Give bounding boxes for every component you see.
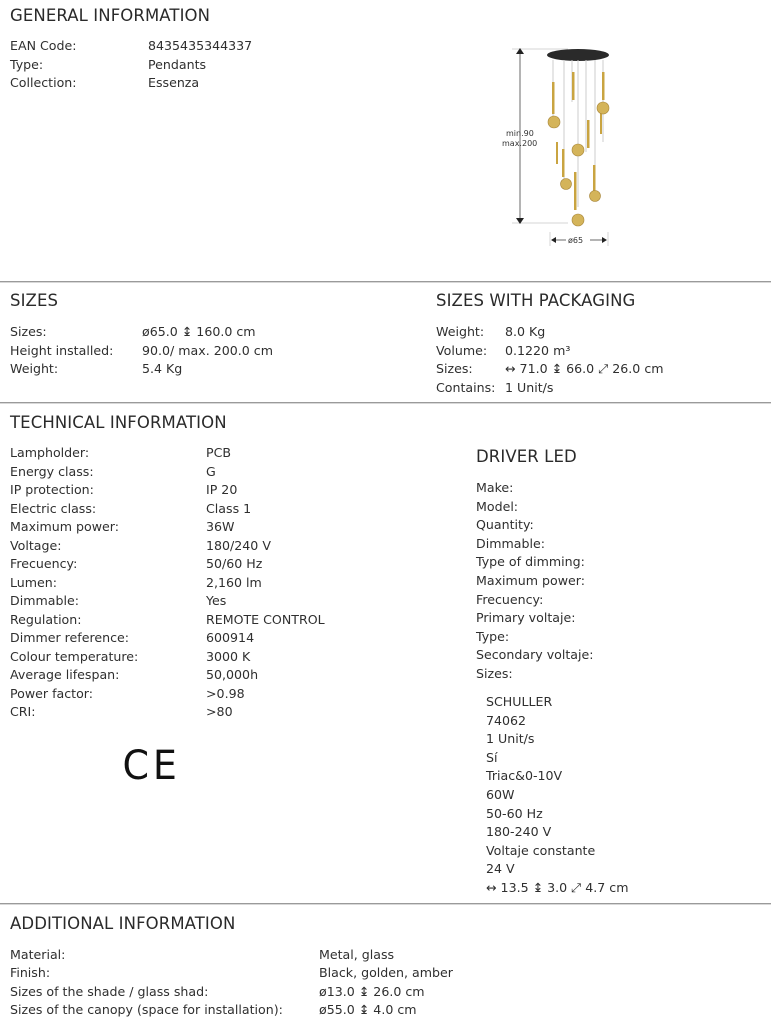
section-title-driver: DRIVER LED <box>476 447 577 466</box>
label: CRI: <box>10 704 36 719</box>
value: Pendants <box>148 57 207 72</box>
driver-value-type-of-dimming: Triac&0-10V <box>486 768 563 784</box>
label: EAN Code: <box>10 38 77 53</box>
label: Sizes of the canopy (space for installation): <box>10 1002 283 1017</box>
driver-value-secondary-voltage: 24 V <box>486 861 515 877</box>
value: ↔ 71.0 ↨ 66.0 ⤢ 26.0 cm <box>505 361 664 376</box>
label: Dimmer reference: <box>10 630 130 645</box>
driver-value-maximum-power: 60W <box>486 786 515 802</box>
section-title-technical: TECHNICAL INFORMATION <box>10 413 227 432</box>
section-title-packaging: SIZES WITH PACKAGING <box>436 291 636 310</box>
driver-label-type-of-dimming: Type of dimming: <box>476 554 585 570</box>
section-title-general: GENERAL INFORMATION <box>10 6 211 25</box>
value: 50,000h <box>206 667 259 682</box>
driver-label-quantity: Quantity: <box>476 517 534 533</box>
section-title-sizes: SIZES <box>10 291 59 310</box>
label: Regulation: <box>10 611 82 627</box>
driver-value-model: 74062 <box>486 712 527 728</box>
driver-value-primary-voltage: 180-240 V <box>486 824 552 840</box>
driver-label-primary-voltage: Primary voltaje: <box>476 610 576 626</box>
driver-value-sizes: ↔ 13.5 ↨ 3.0 ⤢ 4.7 cm <box>486 879 629 895</box>
label: Lampholder: <box>10 445 90 460</box>
driver-value-dimmable: Sí <box>486 749 498 765</box>
label: Power factor: <box>10 685 93 701</box>
label: Sizes: <box>436 361 473 376</box>
value: ø55.0 ↨ 4.0 cm <box>319 1002 417 1017</box>
height-max-label: max.200 <box>502 139 538 148</box>
driver-label-secondary-voltage: Secondary voltaje: <box>476 647 594 663</box>
label: Energy class: <box>10 463 94 479</box>
driver-label-model: Model: <box>476 498 519 514</box>
label: Sizes: <box>10 324 47 339</box>
label: Volume: <box>436 343 488 358</box>
height-min-label: min.90 <box>506 129 534 138</box>
driver-label-maximum-power: Maximum power: <box>476 572 586 588</box>
label: Average lifespan: <box>10 667 120 682</box>
value: Yes <box>206 593 227 608</box>
driver-value-type: Voltaje constante <box>486 842 596 858</box>
value: 0.1220 m³ <box>505 343 571 358</box>
label: Voltage: <box>10 537 62 553</box>
value: 8435435344337 <box>148 38 253 53</box>
section-title-additional: ADDITIONAL INFORMATION <box>10 914 236 933</box>
driver-value-make: SCHULLER <box>486 694 553 709</box>
value: Black, golden, amber <box>319 965 453 980</box>
value: ø13.0 ↨ 26.0 cm <box>319 984 425 999</box>
label: IP protection: <box>10 482 94 497</box>
driver-value-frequency: 50-60 Hz <box>486 805 543 821</box>
section-divider <box>0 402 771 404</box>
value: 50/60 Hz <box>206 556 263 571</box>
value: IP 20 <box>206 482 238 497</box>
driver-label-sizes: Sizes: <box>476 665 513 681</box>
pendant-lamp-illustration <box>498 42 628 254</box>
value: 5.4 Kg <box>142 361 183 376</box>
label: Type: <box>10 57 44 72</box>
value: 36W <box>206 519 235 534</box>
label: Weight: <box>10 361 59 376</box>
value: 180/240 V <box>206 537 271 553</box>
section-divider <box>0 903 771 905</box>
value: 3000 K <box>206 648 251 664</box>
driver-label-frequency: Frecuency: <box>476 591 544 607</box>
label: Lumen: <box>10 574 58 590</box>
value: >0.98 <box>206 685 245 701</box>
label: Height installed: <box>10 343 114 358</box>
label: Collection: <box>10 75 77 90</box>
value: 2,160 lm <box>206 574 262 590</box>
value: PCB <box>206 445 232 460</box>
label: Material: <box>10 947 66 962</box>
value: Metal, glass <box>319 947 395 962</box>
driver-labels-list <box>476 479 594 684</box>
label: Colour temperature: <box>10 648 139 664</box>
label: Finish: <box>10 965 51 980</box>
driver-label-dimmable: Dimmable: <box>476 535 545 551</box>
label: Dimmable: <box>10 593 79 608</box>
value: 90.0/ max. 200.0 cm <box>142 343 273 358</box>
value: >80 <box>206 704 233 719</box>
value: G <box>206 463 216 479</box>
driver-label-type: Type: <box>476 628 510 644</box>
product-dimension-diagram <box>498 42 628 254</box>
label: Frecuency: <box>10 556 78 571</box>
label: Maximum power: <box>10 519 120 534</box>
value: 8.0 Kg <box>505 324 546 339</box>
value: Essenza <box>148 75 200 90</box>
driver-values-list <box>486 693 629 898</box>
label: Contains: <box>436 380 496 395</box>
value: Class 1 <box>206 500 252 516</box>
driver-value-quantity: 1 Unit/s <box>486 731 535 747</box>
value: REMOTE CONTROL <box>206 611 325 627</box>
value: ø65.0 ↨ 160.0 cm <box>142 324 256 339</box>
driver-label-make: Make: <box>476 480 514 495</box>
diameter-label: ø65 <box>568 236 584 245</box>
ce-mark-icon: CE <box>122 743 181 789</box>
label: Weight: <box>436 324 485 339</box>
value: 1 Unit/s <box>505 380 554 395</box>
label: Electric class: <box>10 500 97 516</box>
section-divider <box>0 281 771 283</box>
value: 600914 <box>206 630 255 645</box>
label: Sizes of the shade / glass shad: <box>10 984 209 999</box>
